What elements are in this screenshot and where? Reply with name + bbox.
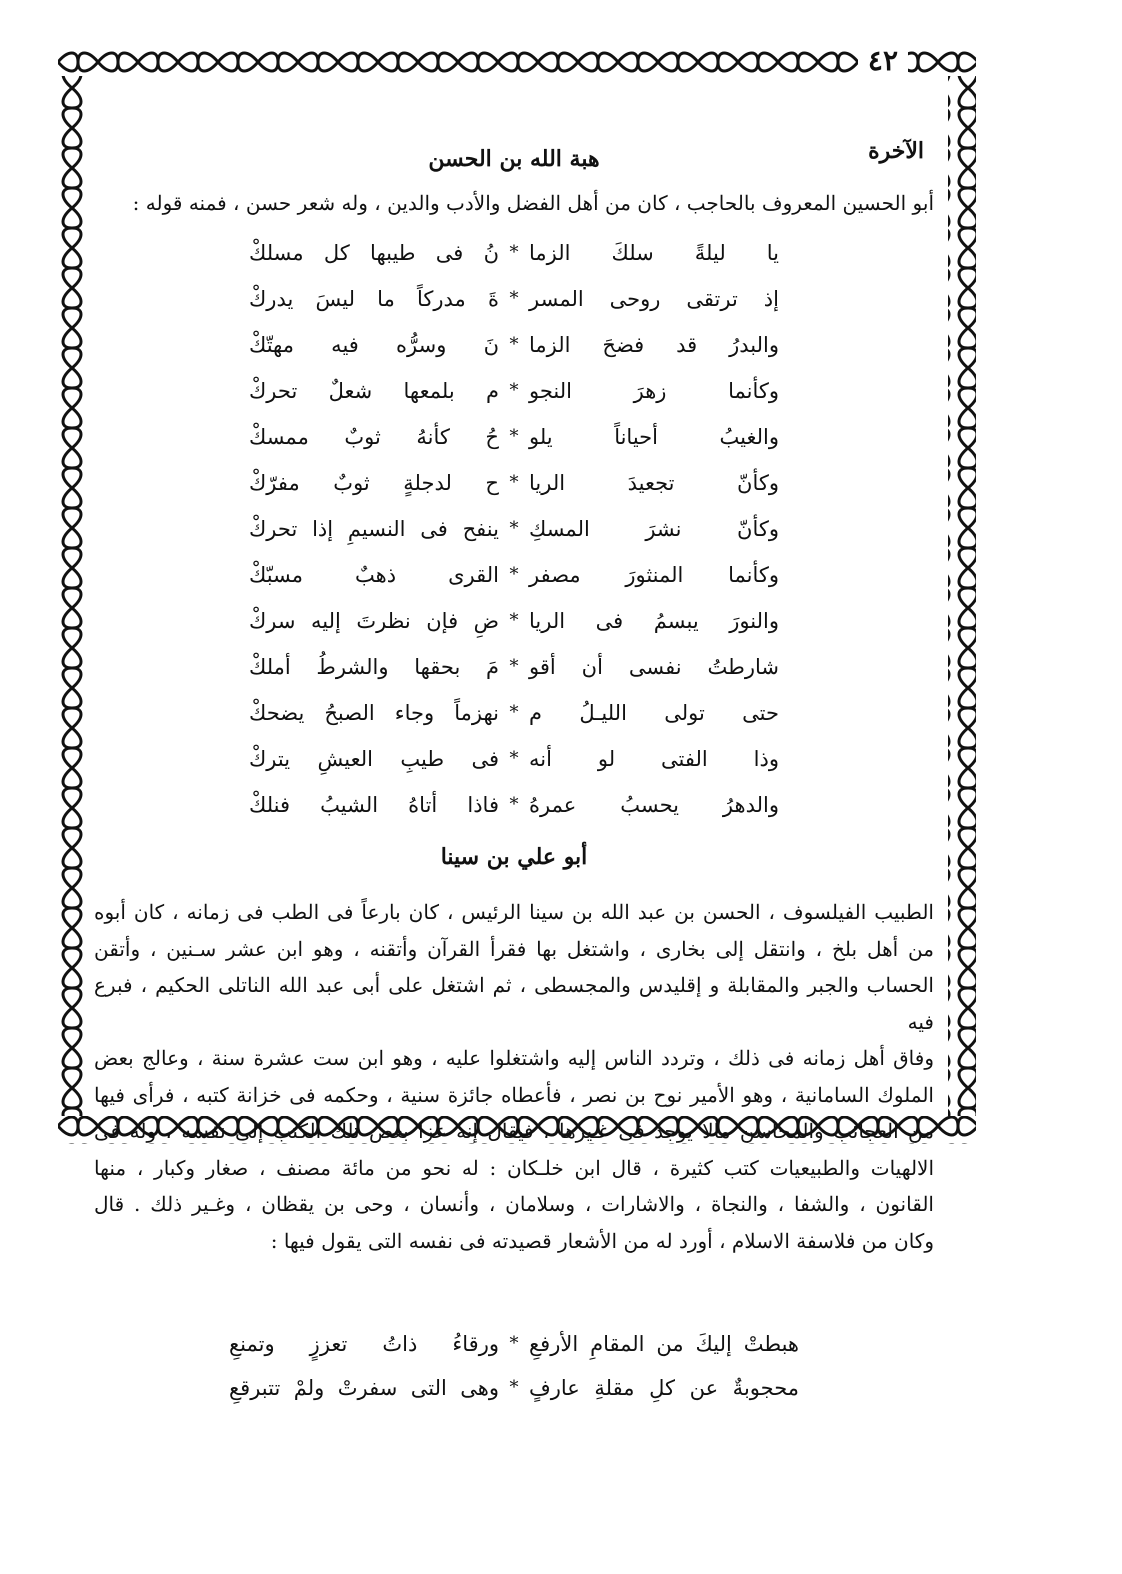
- verse-separator: *: [509, 702, 519, 723]
- poem: [94, 230, 934, 828]
- paragraph-line: من أهل بلخ ، وانتقل إلى بخارى ، واشتغل بها فقرأ القرآن وأتقنه ، وهو ابن عشر سـنين ، وأتقن: [94, 936, 934, 961]
- verse-separator: *: [509, 794, 519, 815]
- verse-line: [94, 230, 934, 276]
- hemistich-first: وذا الفتى لو أنه: [529, 747, 779, 771]
- verse-line: [94, 644, 934, 690]
- hemistich-first: والغيبُ أحياناً يلو: [529, 425, 779, 449]
- hemistich-first: إذ ترتقى روحى المسر: [529, 287, 779, 311]
- verse-separator: *: [509, 610, 519, 631]
- poem: [94, 1322, 934, 1410]
- verse-line: [94, 1366, 934, 1410]
- hemistich-first: والبدرُ قد فضحَ الزما: [529, 333, 779, 357]
- verse-separator: *: [509, 334, 519, 355]
- section-title: أبو علي بن سينا: [440, 844, 588, 870]
- hemistich-first: محجوبةٌ عن كلِ مقلةِ عارفٍ: [529, 1376, 799, 1400]
- verse-line: [94, 598, 934, 644]
- verse-line: [94, 460, 934, 506]
- hemistich-second: فى طيبِ العيشِ يتركْ: [249, 747, 499, 771]
- hemistich-second: ضِ فإن نظرتَ إليه سركْ: [249, 609, 499, 633]
- verse-separator: *: [509, 426, 519, 447]
- verse-line: [94, 276, 934, 322]
- hemistich-second: مَ بحقها والشرطُ أملكْ: [249, 655, 499, 679]
- verse-line: [94, 506, 934, 552]
- page-number: ٤٢: [858, 44, 908, 77]
- hemistich-first: هبطتْ إليكَ من المقامِ الأرفعِ: [529, 1332, 799, 1356]
- verse-line: [94, 414, 934, 460]
- hemistich-second: حُ كأنهُ ثوبٌ ممسكْ: [249, 425, 499, 449]
- paragraph-line: القانون ، والشفا ، والنجاة ، والاشارات ، وسلامان ، وأنسان ، وحى بن يقظان ، وغـير ذلك . قال: [94, 1192, 934, 1216]
- hemistich-second: فاذا أتاهُ الشيبُ فنلكْ: [249, 793, 499, 817]
- paragraph-line: الملوك السامانية ، وهو الأمير نوح بن نصر ، فأعطاه جائزة سنية ، وحكمه فى خزانة كتبه ، فرأى فيها: [94, 1082, 934, 1107]
- hemistich-first: وكأنّ نشرَ المسكِ: [529, 517, 779, 541]
- paragraph-line: وكان من فلاسفة الاسلام ، أورد له من الأشعار قصيدته فى نفسه التى يقول فيها :: [270, 1228, 934, 1253]
- verse-separator: *: [509, 472, 519, 493]
- hemistich-second: ورقاءُ ذاتُ تعززٍ وتمنعِ: [229, 1332, 499, 1356]
- paragraph-line: وفاق أهل زمانه فى ذلك ، وتردد الناس إليه واشتغلوا عليه ، وهو ابن ست عشرة سنة ، وعالج بعض: [94, 1046, 934, 1070]
- verse-line: [94, 736, 934, 782]
- hemistich-second: ةَ مدركاً ما ليسَ يدركْ: [249, 287, 499, 311]
- verse-line: [94, 1322, 934, 1366]
- hemistich-first: والدهرُ يحسبُ عمرهُ: [529, 793, 779, 817]
- hemistich-first: وكأنّ تجعيدَ الريا: [529, 471, 779, 495]
- hemistich-first: وكأنما المنثورَ مصفر: [529, 563, 779, 587]
- hemistich-second: نهزماً وجاء الصبحُ يضحكْ: [249, 701, 499, 725]
- hemistich-second: وهى التى سفرتْ ولمْ تتبرقعِ: [229, 1376, 499, 1400]
- verse-line: [94, 368, 934, 414]
- hemistich-first: والنورَ يبسمُ فى الريا: [529, 609, 779, 633]
- verse-line: [94, 552, 934, 598]
- verse-separator: *: [509, 1333, 519, 1354]
- hemistich-first: حتى تولى الليـلُ م: [529, 701, 779, 725]
- hemistich-second: م بلمعها شعلٌ تحركْ: [249, 379, 499, 403]
- paragraph-line: الطبيب الفيلسوف ، الحسن بن عبد الله بن سينا الرئيس ، كان بارعاً فى الطب فى زمانه ، كان أبوه: [94, 900, 934, 924]
- section-title: هبة الله بن الحسن: [428, 146, 600, 172]
- verse-line: [94, 690, 934, 736]
- running-head: الآخرة: [868, 138, 924, 164]
- hemistich-second: نُ فى طيبها كل مسلكْ: [249, 241, 499, 265]
- verse-separator: *: [509, 242, 519, 263]
- hemistich-second: ح لدجلةٍ ثوبٌ مفرّكْ: [249, 471, 499, 495]
- biography-paragraph: [94, 894, 934, 1259]
- hemistich-second: القرى ذهبٌ مسبّكْ: [249, 563, 499, 587]
- hemistich-second: ينفح فى النسيمِ إذا تحركْ: [249, 517, 499, 541]
- paragraph-line: الالهيات والطبيعيات كتب كثيرة ، قال ابن خلـكان : له نحو من مائة مصنف ، صغار وكبار ، منها: [94, 1155, 934, 1180]
- verse-separator: *: [509, 288, 519, 309]
- section-intro: أبو الحسين المعروف بالحاجب ، كان من أهل الفضل والأدب والدين ، وله شعر حسن ، فمنه قوله :: [132, 191, 934, 215]
- hemistich-second: نَ وسرُّه فيه مهتّكْ: [249, 333, 499, 357]
- verse-separator: *: [509, 748, 519, 769]
- verse-separator: *: [509, 564, 519, 585]
- verse-separator: *: [509, 1377, 519, 1398]
- paragraph-line: من العجائب والمحاسن مالا يوجد فى غـيرها ، فيقال إنه عزا بعض تلك الكتب إلى نفسه ، وله فى: [94, 1119, 934, 1143]
- verse-separator: *: [509, 518, 519, 539]
- verse-separator: *: [509, 380, 519, 401]
- hemistich-first: وكأنما زهرَ النجو: [529, 379, 779, 403]
- verse-line: [94, 322, 934, 368]
- verse-separator: *: [509, 656, 519, 677]
- hemistich-first: شارطتُ نفسى أن أقو: [529, 655, 779, 679]
- paragraph-line: الحساب والجبر والمقابلة و إقليدس والمجسطى ، ثم اشتغل على أبى عبد الله الناتلى الحكيم ، فبرع فيه: [94, 973, 934, 1034]
- verse-line: [94, 782, 934, 828]
- hemistich-first: يا ليلةً سلكَ الزما: [529, 241, 779, 265]
